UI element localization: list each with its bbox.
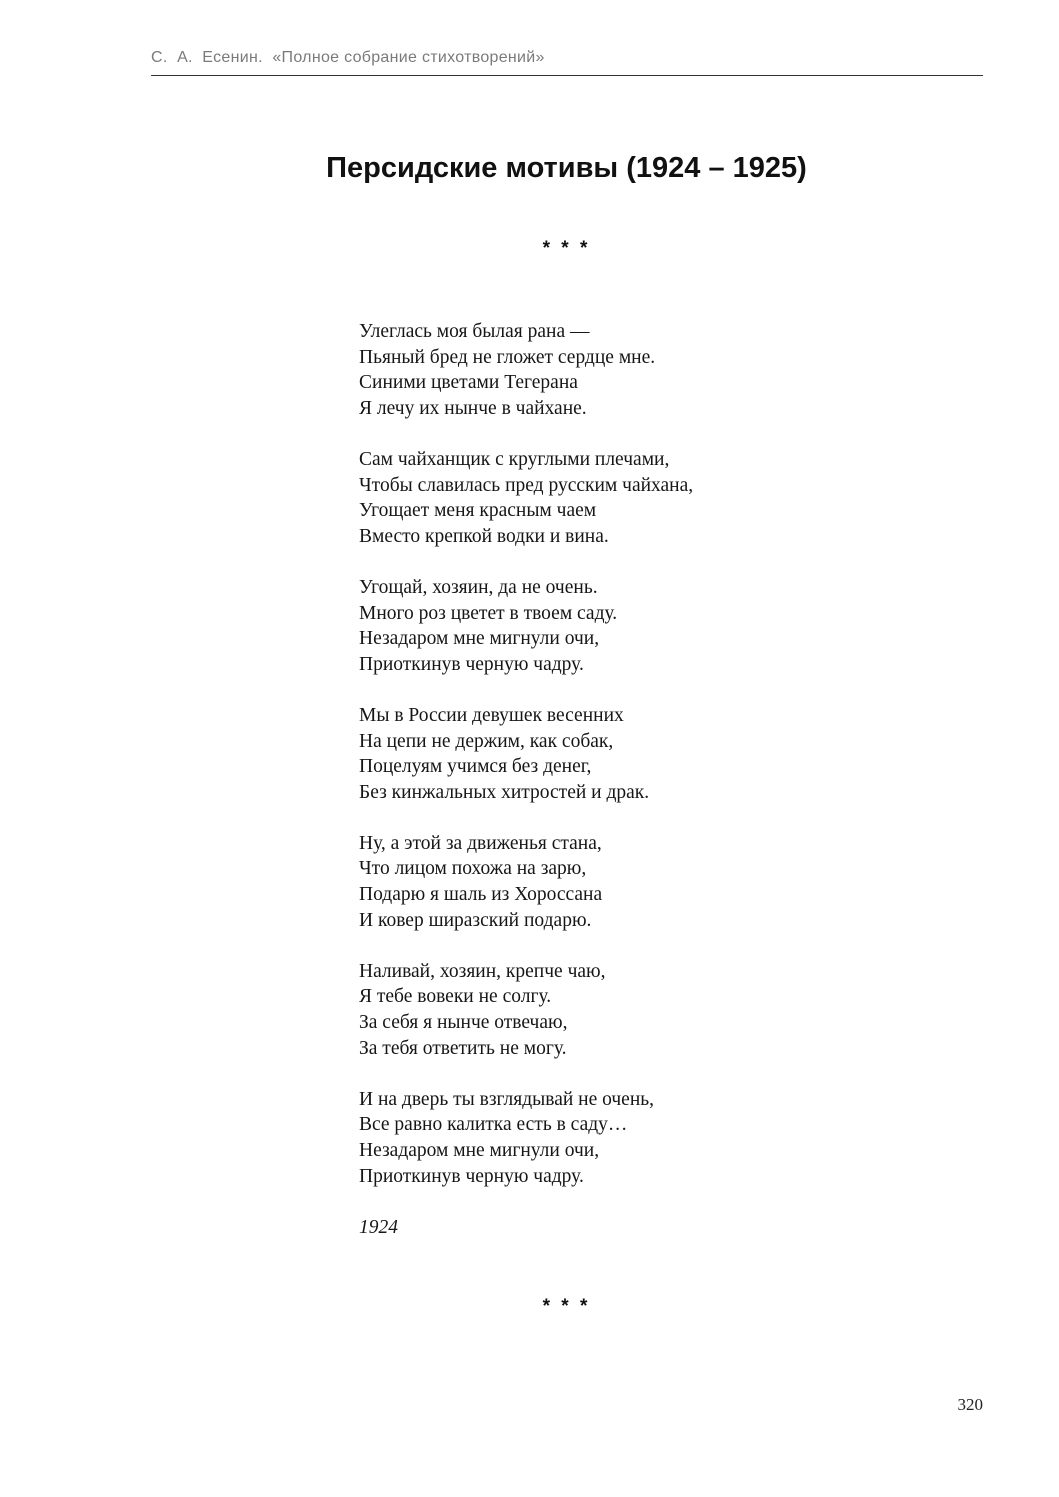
- page-number: 320: [957, 1395, 983, 1414]
- poem-line: Пьяный бред не гложет сердце мне.: [359, 346, 656, 368]
- stanza: [359, 959, 919, 1061]
- poem-line: На цепи не держим, как собак,: [359, 730, 614, 752]
- poem-line: Улеглась моя былая рана —: [359, 321, 590, 342]
- poem-line: Я лечу их нынче в чайхане.: [359, 397, 587, 419]
- stanza: [359, 447, 919, 549]
- asterism-separator: * * *: [542, 1296, 591, 1317]
- poem-line: Подарю я шаль из Хороссана: [359, 884, 603, 906]
- poem-line: За себя я нынче отвечаю,: [359, 1012, 568, 1034]
- asterism-separator: * * *: [542, 238, 591, 259]
- poem-line: Приоткинув черную чадру.: [359, 653, 584, 675]
- poem-line: Незадаром мне мигнули очи,: [359, 1140, 600, 1161]
- poem-line: Без кинжальных хитростей и драк.: [359, 781, 650, 803]
- poem-line: И ковер ширазский подарю.: [359, 909, 592, 931]
- poem-date: 1924: [359, 1216, 398, 1238]
- poem-line: За тебя ответить не могу.: [359, 1037, 567, 1059]
- poem-line: Наливай, хозяин, крепче чаю,: [359, 960, 606, 982]
- poem-line: Много роз цветет в твоем саду.: [359, 602, 618, 624]
- stanza: [359, 831, 919, 933]
- poem-line: Чтобы славилась пред русским чайхана,: [359, 474, 694, 496]
- poem-line: Угощает меня красным чаем: [359, 500, 597, 522]
- poem-line: Незадаром мне мигнули очи,: [359, 628, 600, 650]
- stanza: [359, 1087, 919, 1189]
- poem-line: Сам чайханщик с круглыми плечами,: [359, 448, 670, 470]
- poem-line: Я тебе вовеки не солгу.: [359, 986, 552, 1008]
- stanza: [359, 703, 919, 805]
- poem-line: Приоткинув черную чадру.: [359, 1165, 584, 1187]
- poem-line: Мы в России девушек весенних: [359, 704, 624, 726]
- poem-line: Что лицом похожа на зарю,: [359, 858, 587, 880]
- poem-line: Ну, а этой за движенья стана,: [359, 832, 602, 854]
- section-title: Персидские мотивы (1924 – 1925): [326, 152, 807, 184]
- poem-line: Поцелуям учимся без денег,: [359, 756, 592, 778]
- poem-line: Все равно калитка есть в саду…: [359, 1114, 628, 1136]
- stanza: [359, 575, 919, 677]
- poem-line: Синими цветами Тегерана: [359, 372, 578, 394]
- poem: [359, 319, 919, 1240]
- running-header: С. А. Есенин. «Полное собрание стихотворений»: [151, 49, 983, 76]
- poem-line: Вместо крепкой водки и вина.: [359, 525, 609, 547]
- poem-line: Угощай, хозяин, да не очень.: [359, 576, 598, 598]
- stanza: [359, 319, 919, 421]
- poem-line: И на дверь ты взглядывай не очень,: [359, 1088, 655, 1110]
